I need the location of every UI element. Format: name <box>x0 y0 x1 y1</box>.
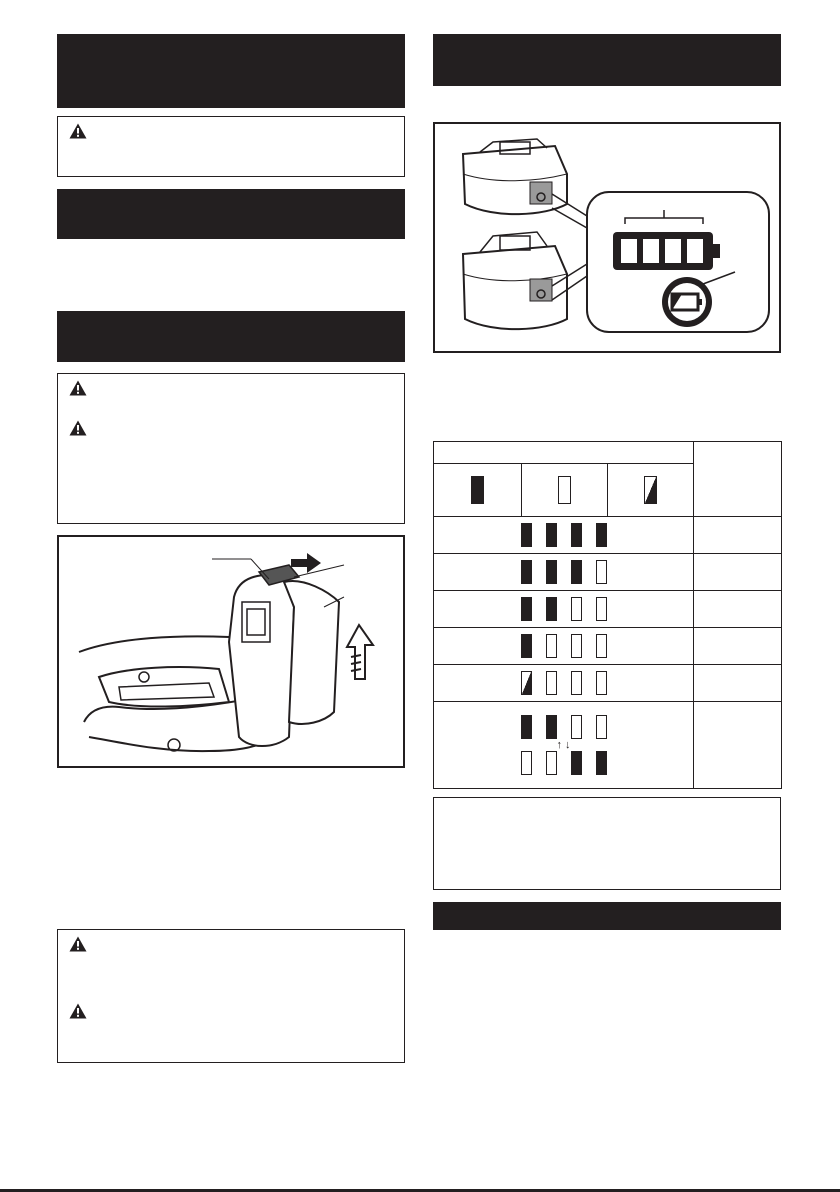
table-row <box>434 554 782 591</box>
section-header-4 <box>433 34 781 86</box>
table-row <box>434 591 782 628</box>
warning-icon <box>69 420 87 436</box>
table-row <box>434 517 782 554</box>
warning-box-1 <box>57 116 405 177</box>
table-header-lamps <box>434 442 694 464</box>
warning-icon <box>69 936 87 952</box>
table-row <box>434 665 782 702</box>
battery-cartridges-illustration <box>435 124 779 351</box>
indicator-lamp-table <box>433 441 782 789</box>
section-header-2 <box>57 189 405 239</box>
section-header-5 <box>433 902 781 930</box>
section-header-3 <box>57 311 405 362</box>
section-header-1 <box>57 34 405 108</box>
table-header-capacity <box>694 442 782 517</box>
battery-install-figure <box>57 535 405 768</box>
warning-icon <box>69 123 87 139</box>
alternating-arrows: ↑ ↓ <box>556 739 571 751</box>
table-row-alternating <box>434 702 782 789</box>
note-box <box>433 797 781 890</box>
warning-box-2 <box>57 373 405 524</box>
warning-icon <box>69 1003 87 1019</box>
tool-battery-illustration <box>59 537 403 766</box>
warning-box-3 <box>57 929 405 1063</box>
battery-indicator-figure <box>433 122 781 353</box>
lamp-off-icon <box>558 476 571 504</box>
legend-blinking <box>608 464 694 517</box>
legend-lit <box>434 464 522 517</box>
legend-off <box>522 464 608 517</box>
lamp-lit-icon <box>471 476 484 504</box>
warning-icon <box>69 380 87 396</box>
table-row <box>434 628 782 665</box>
lamp-blinking-icon <box>644 476 657 504</box>
